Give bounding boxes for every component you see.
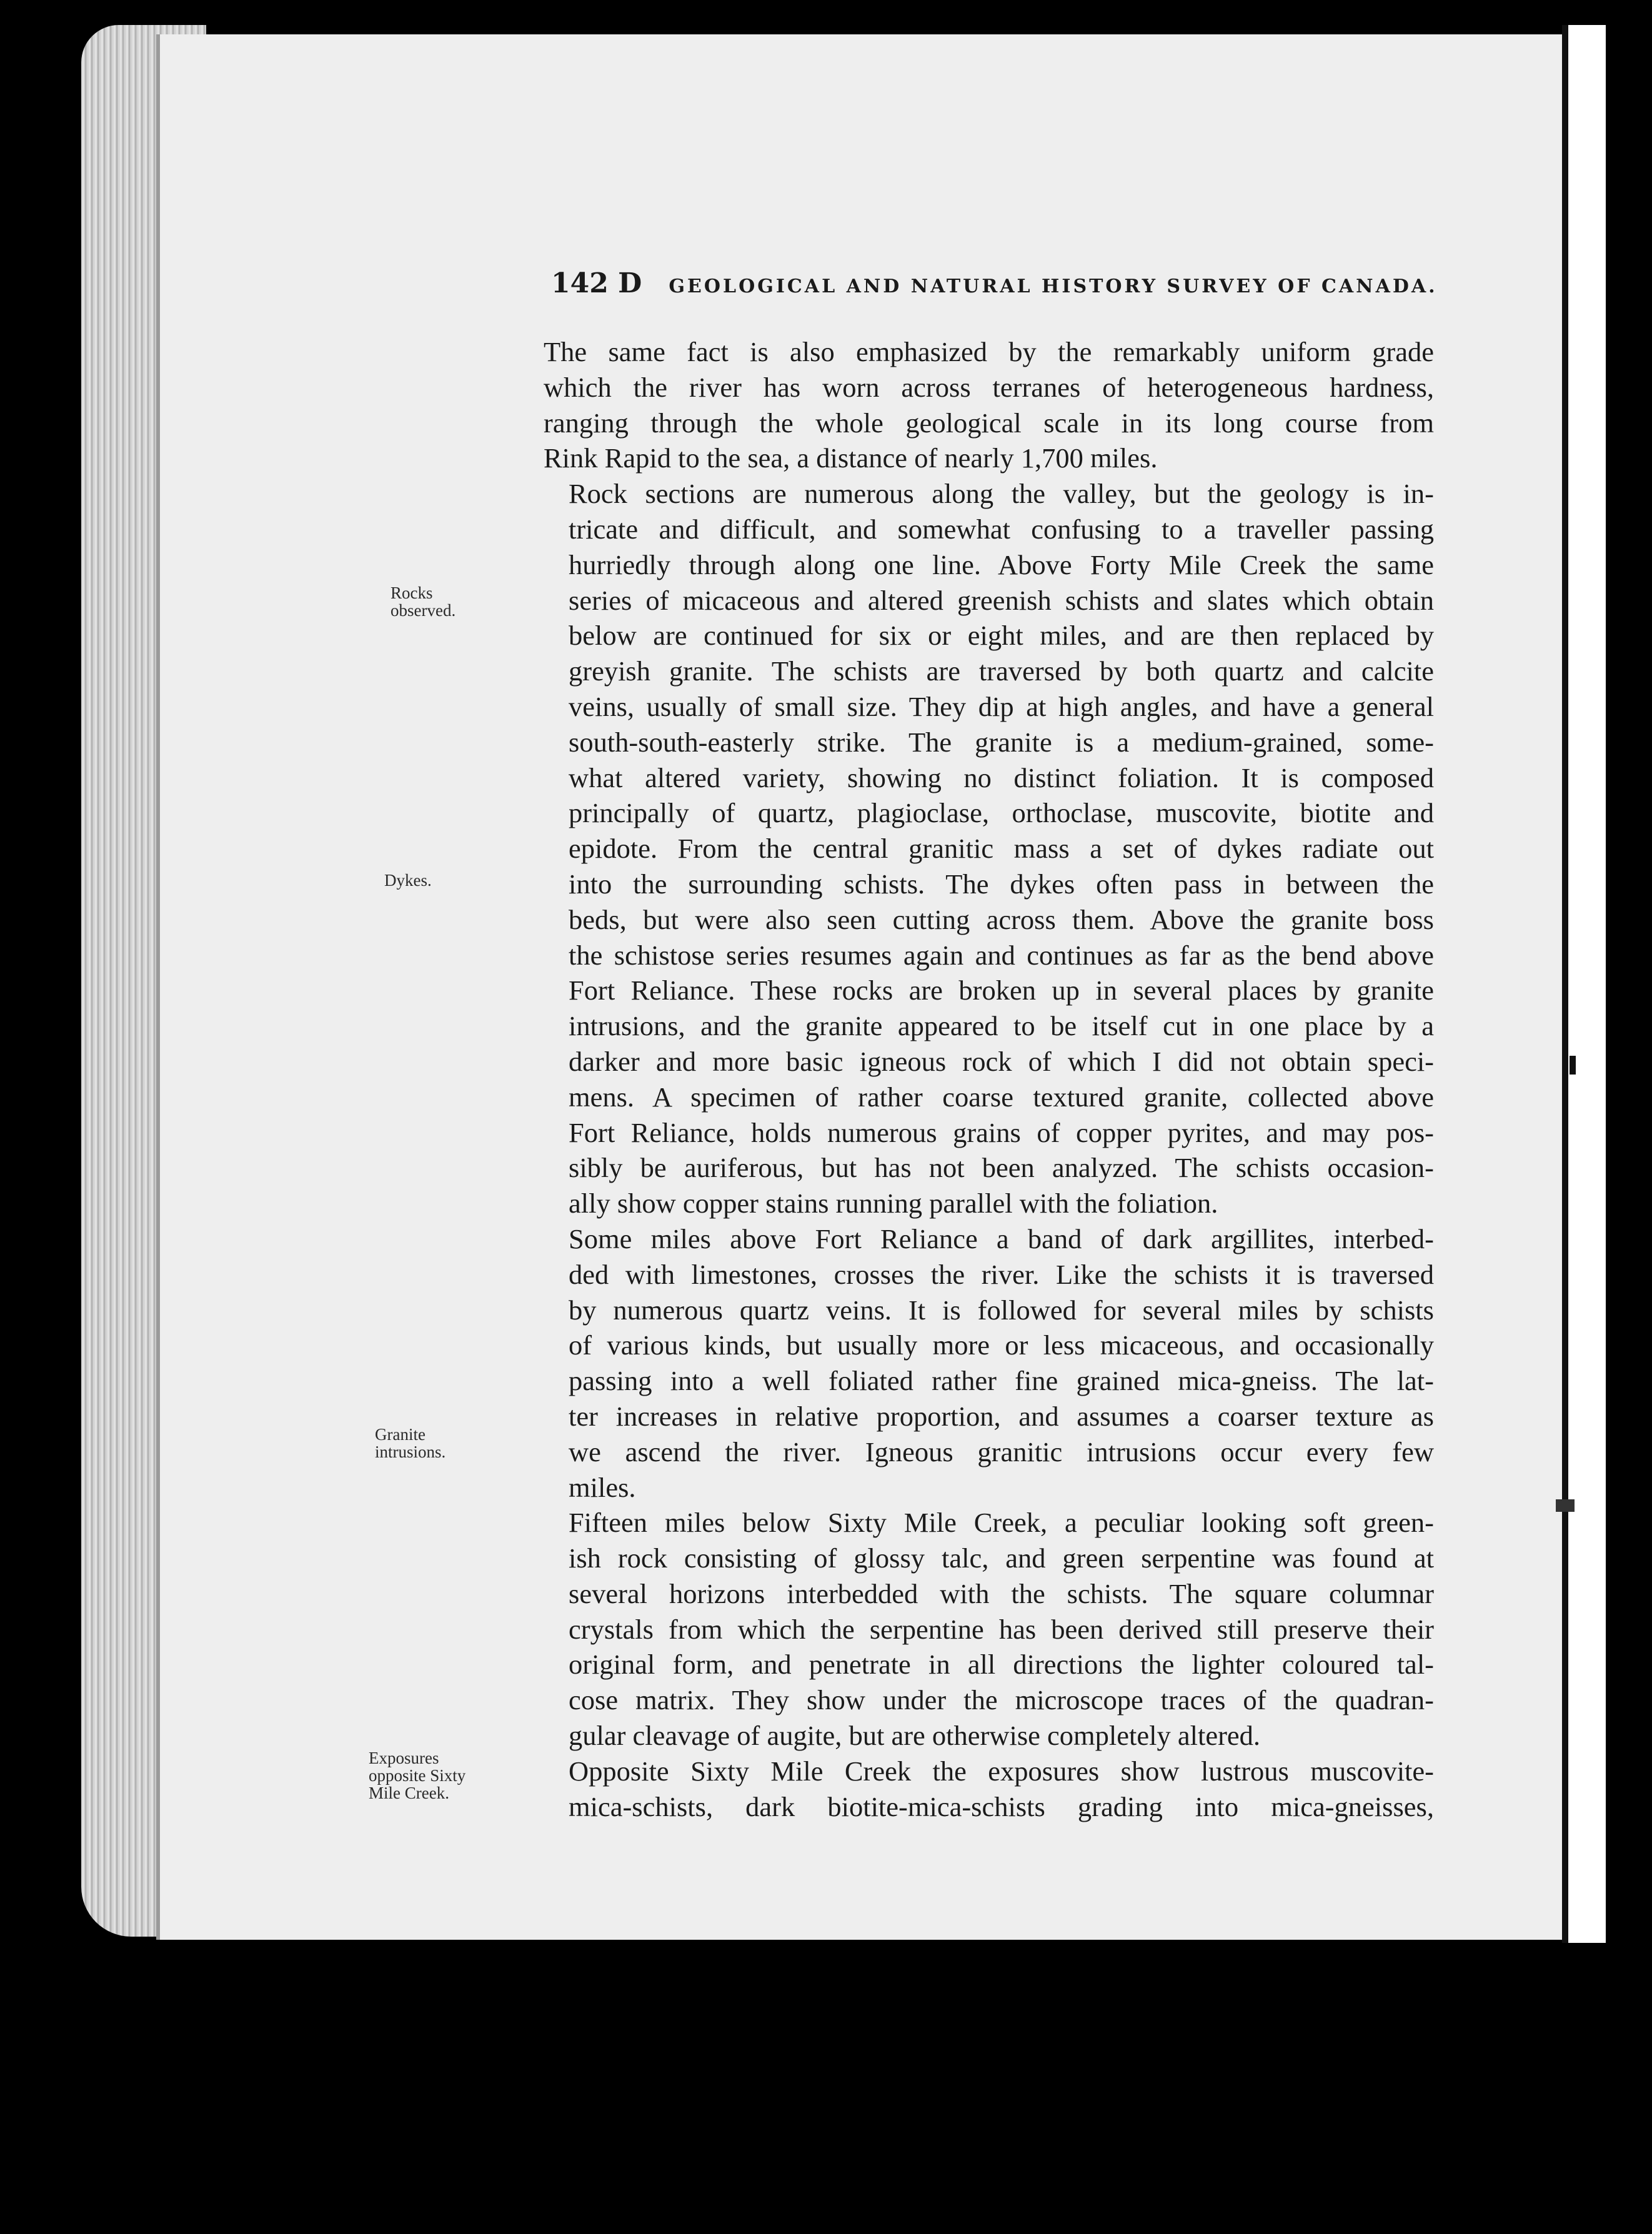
text-line: greyish granite. The schists are traversed by both quartz and calcite xyxy=(569,655,1434,687)
body-text xyxy=(544,334,1434,1824)
text-line: ranging through the whole geological scale in its long course from xyxy=(544,407,1434,439)
text-line: Fort Reliance. These rocks are broken up in several places by granite xyxy=(569,975,1434,1006)
text-line: the schistose series resumes again and continues as far as the bend above xyxy=(569,939,1434,971)
paragraph xyxy=(544,1221,1434,1505)
text-line: Opposite Sixty Mile Creek the exposures show lustrous muscovite- xyxy=(569,1755,1434,1787)
margin-note-exposures xyxy=(369,1749,465,1802)
text-line: gular cleavage of augite, but are otherwise completely altered. xyxy=(569,1720,1261,1752)
text-line: by numerous quartz veins. It is followed for several miles by schists xyxy=(569,1294,1434,1326)
text-line: Fifteen miles below Sixty Mile Creek, a peculiar looking soft green- xyxy=(569,1507,1434,1539)
margin-note-granite xyxy=(375,1426,445,1461)
text-line: Fort Reliance, holds numerous grains of copper pyrites, and may pos- xyxy=(569,1116,1434,1148)
text-line: miles. xyxy=(569,1471,636,1503)
text-line: mica-schists, dark biotite-mica-schists grading into mica-gneisses, xyxy=(569,1790,1434,1822)
text-line: ish rock consisting of glossy talc, and green serpentine was found at xyxy=(569,1542,1434,1574)
running-title: GEOLOGICAL AND NATURAL HISTORY SURVEY OF CANADA. xyxy=(669,276,1438,297)
page-number: 142 D xyxy=(551,267,642,299)
running-header xyxy=(551,267,1438,299)
text-line: several horizons interbedded with the schists. The square columnar xyxy=(569,1577,1434,1609)
text-line: veins, usually of small size. They dip at high angles, and have a general xyxy=(569,690,1434,722)
margin-note-dykes xyxy=(384,871,432,889)
paragraph xyxy=(544,1754,1434,1825)
text-line: series of micaceous and altered greenish schists and slates which obtain xyxy=(569,584,1434,616)
text-line: Rink Rapid to the sea, a distance of nearly 1,700 miles. xyxy=(544,442,1158,474)
text-line: principally of quartz, plagioclase, orthoclase, muscovite, biotite and xyxy=(569,797,1434,829)
text-line: which the river has worn across terranes of heterogeneous hardness, xyxy=(544,371,1434,403)
text-line: Some miles above Fort Reliance a band of dark argillites, interbed- xyxy=(569,1223,1434,1254)
margin-note-line: Dykes. xyxy=(384,871,432,890)
text-line: The same fact is also emphasized by the remarkably uniform grade xyxy=(544,336,1434,367)
text-line: Rock sections are numerous along the valley, but the geology is in- xyxy=(569,478,1434,510)
binding-mark xyxy=(1570,1056,1576,1075)
text-line: original form, and penetrate in all directions the lighter coloured tal- xyxy=(569,1649,1434,1680)
text-line: hurriedly through along one line. Above Forty Mile Creek the same xyxy=(569,549,1434,580)
paragraph xyxy=(544,476,1434,1221)
text-line: epidote. From the central granitic mass a set of dykes radiate out xyxy=(569,833,1434,865)
margin-note-line: Granite xyxy=(375,1425,425,1444)
margin-note-line: Exposures xyxy=(369,1749,439,1767)
text-line: sibly be auriferous, but has not been analyzed. The schists occasion- xyxy=(569,1152,1434,1184)
binding-mark xyxy=(1556,1499,1575,1512)
margin-note-line: opposite Sixty xyxy=(369,1766,466,1785)
margin-note-line: Rocks xyxy=(391,583,433,602)
text-line: we ascend the river. Igneous granitic intrusions occur every few xyxy=(569,1436,1434,1467)
text-line: what altered variety, showing no distinct foliation. It is composed xyxy=(569,762,1434,793)
margin-note-line: observed. xyxy=(391,601,456,620)
text-line: into the surrounding schists. The dykes often pass in between the xyxy=(569,868,1434,900)
paragraph xyxy=(544,1505,1434,1754)
text-line: of various kinds, but usually more or less micaceous, and occasionally xyxy=(569,1329,1434,1361)
text-line: intrusions, and the granite appeared to be itself cut in one place by a xyxy=(569,1010,1434,1042)
text-line: ally show copper stains running parallel with the foliation. xyxy=(569,1188,1218,1219)
margin-note-rocks xyxy=(391,584,455,619)
text-line: cose matrix. They show under the microscope traces of the quadran- xyxy=(569,1684,1434,1716)
margin-note-line: Mile Creek. xyxy=(369,1784,449,1802)
text-line: ded with limestones, crosses the river. Like the schists it is traversed xyxy=(569,1258,1434,1290)
text-line: ter increases in relative proportion, and assumes a coarser texture as xyxy=(569,1400,1434,1432)
text-line: passing into a well foliated rather fine grained mica-gneiss. The lat- xyxy=(569,1365,1434,1397)
text-line: crystals from which the serpentine has been derived still preserve their xyxy=(569,1613,1434,1645)
text-line: darker and more basic igneous rock of which I did not obtain speci- xyxy=(569,1045,1434,1077)
text-line: mens. A specimen of rather coarse textured granite, collected above xyxy=(569,1081,1434,1113)
text-line: below are continued for six or eight miles, and are then replaced by xyxy=(569,620,1434,652)
text-line: tricate and difficult, and somewhat confusing to a traveller passing xyxy=(569,513,1434,545)
text-line: south-south-easterly strike. The granite is a medium-grained, some- xyxy=(569,726,1434,758)
text-line: beds, but were also seen cutting across them. Above the granite boss xyxy=(569,903,1434,935)
paragraph xyxy=(544,334,1434,476)
margin-note-line: intrusions. xyxy=(375,1442,446,1461)
facing-page-edge xyxy=(1562,25,1606,1943)
